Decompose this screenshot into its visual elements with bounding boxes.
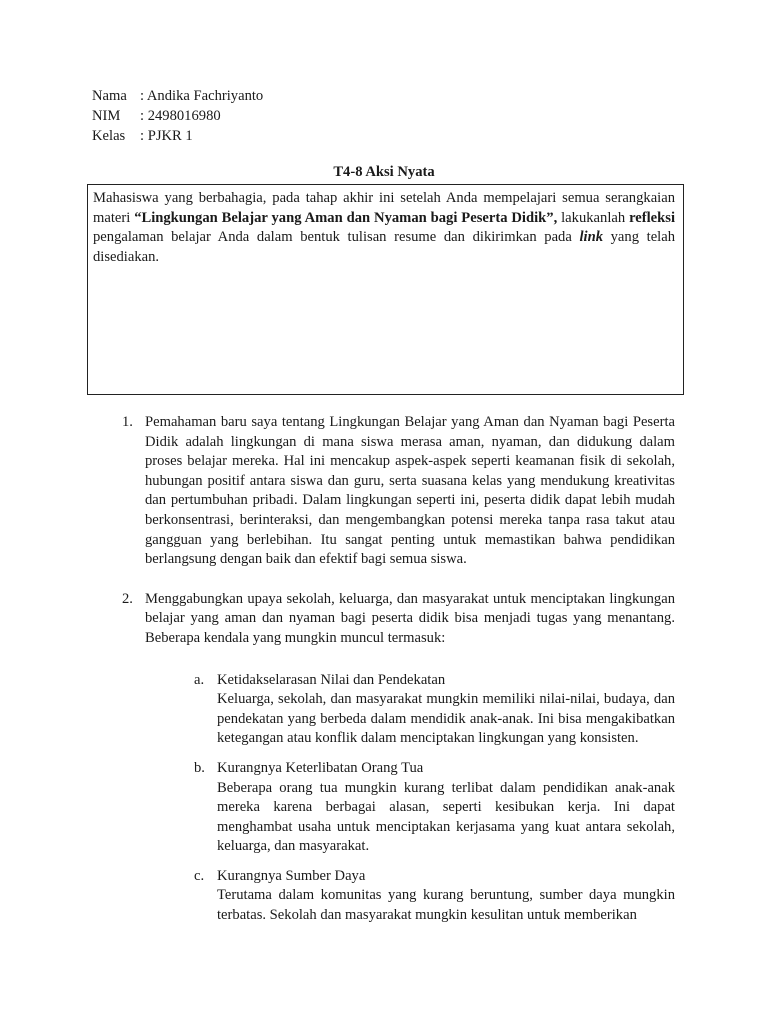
subitem-c <box>194 867 675 926</box>
subitem-body: Terutama dalam komunitas yang kurang beruntung, sumber daya mungkin terbatas. Sekolah dan masyarakat mungkin kesulitan untuk memberikan <box>217 887 675 924</box>
nim-row <box>92 107 263 127</box>
task-link-word: link <box>579 229 603 246</box>
answer-text: Pemahaman baru saya tentang Lingkungan Belajar yang Aman dan Nyaman bagi Peserta Didik adalah lingkungan di mana siswa merasa aman, nyaman, dan didukung dalam proses belajar mereka. Hal ini mencakup aspek-aspek seperti keamanan fisik di sekolah, hubungan positif antara siswa dan guru, serta suasana kelas yang mendukung kreativitas dan pertumbuhan pribadi. Dalam lingkungan seperti ini, peserta didik dapat lebih mudah berkonsentrasi, berinteraksi, dan mengembangkan potensi mereka tanpa rasa takut atau gangguan yang berlebihan. Itu sangat penting untuk memastikan bahwa pendidikan berlangsung dengan baik dan efektif bagi semua siswa. <box>145 414 675 568</box>
name-value: : Andika Fachriyanto <box>140 88 264 104</box>
student-identity <box>92 87 263 147</box>
class-label: Kelas <box>92 128 126 144</box>
task-instruction-box <box>87 184 684 395</box>
subitem-letter: a. <box>194 671 205 688</box>
answer-number: 1. <box>122 414 133 430</box>
class-row <box>92 127 263 147</box>
task-middle-1: lakukanlah <box>557 209 630 226</box>
task-refleksi: refleksi <box>629 209 675 226</box>
task-end: yang telah disediakan. <box>93 229 675 265</box>
document-title: T4-8 Aksi Nyata <box>333 164 435 180</box>
subitem-b <box>194 759 675 857</box>
subitem-heading: Kurangnya Keterlibatan Orang Tua <box>217 759 424 776</box>
answer-text: Menggabungkan upaya sekolah, keluarga, dan masyarakat untuk menciptakan lingkungan belajar yang aman dan nyaman bagi peserta didik bisa menjadi tugas yang menantang. Beberapa kendala yang mungkin muncul termasuk: <box>145 590 675 646</box>
nim-label: NIM <box>92 108 121 124</box>
answer-number: 2. <box>122 590 133 607</box>
subitem-body: Beberapa orang tua mungkin kurang terlibat dalam pendidikan anak-anak mereka karena berbagai alasan, seperti kesibukan kerja. Ini dapat menghambat usaha untuk menciptakan kerjasama yang kuat antara sekolah, keluarga, dan masyarakat. <box>217 779 675 855</box>
subitem-a <box>194 671 675 749</box>
subitem-letter: b. <box>194 759 205 776</box>
task-middle-2: pengalaman belajar Anda dalam bentuk tulisan resume dan dikirimkan pada <box>93 229 580 246</box>
answer-item-2 <box>120 590 675 926</box>
subitem-heading: Kurangnya Sumber Daya <box>217 867 366 884</box>
subitem-letter: c. <box>194 867 205 884</box>
answer-item-1 <box>120 413 675 570</box>
subitem-body: Keluarga, sekolah, dan masyarakat mungkin memiliki nilai-nilai, budaya, dan pendekatan yang berbeda dalam mendidik anak-anak. Ini bisa mengakibatkan ketegangan atau konflik dalam menciptakan lingkungan yang konsisten. <box>217 691 675 747</box>
subitem-heading: Ketidakselarasan Nilai dan Pendekatan <box>217 671 446 688</box>
answer-list <box>120 413 675 926</box>
name-row <box>92 87 263 107</box>
task-topic: “Lingkungan Belajar yang Aman dan Nyaman bagi Peserta Didik”, <box>134 209 558 226</box>
name-label: Nama <box>92 88 127 104</box>
task-intro: Mahasiswa yang berbahagia, pada tahap akhir ini setelah Anda mempelajari semua serangkaian materi <box>93 190 675 226</box>
nim-value: : 2498016980 <box>140 108 221 124</box>
class-value: : PJKR 1 <box>140 128 193 144</box>
